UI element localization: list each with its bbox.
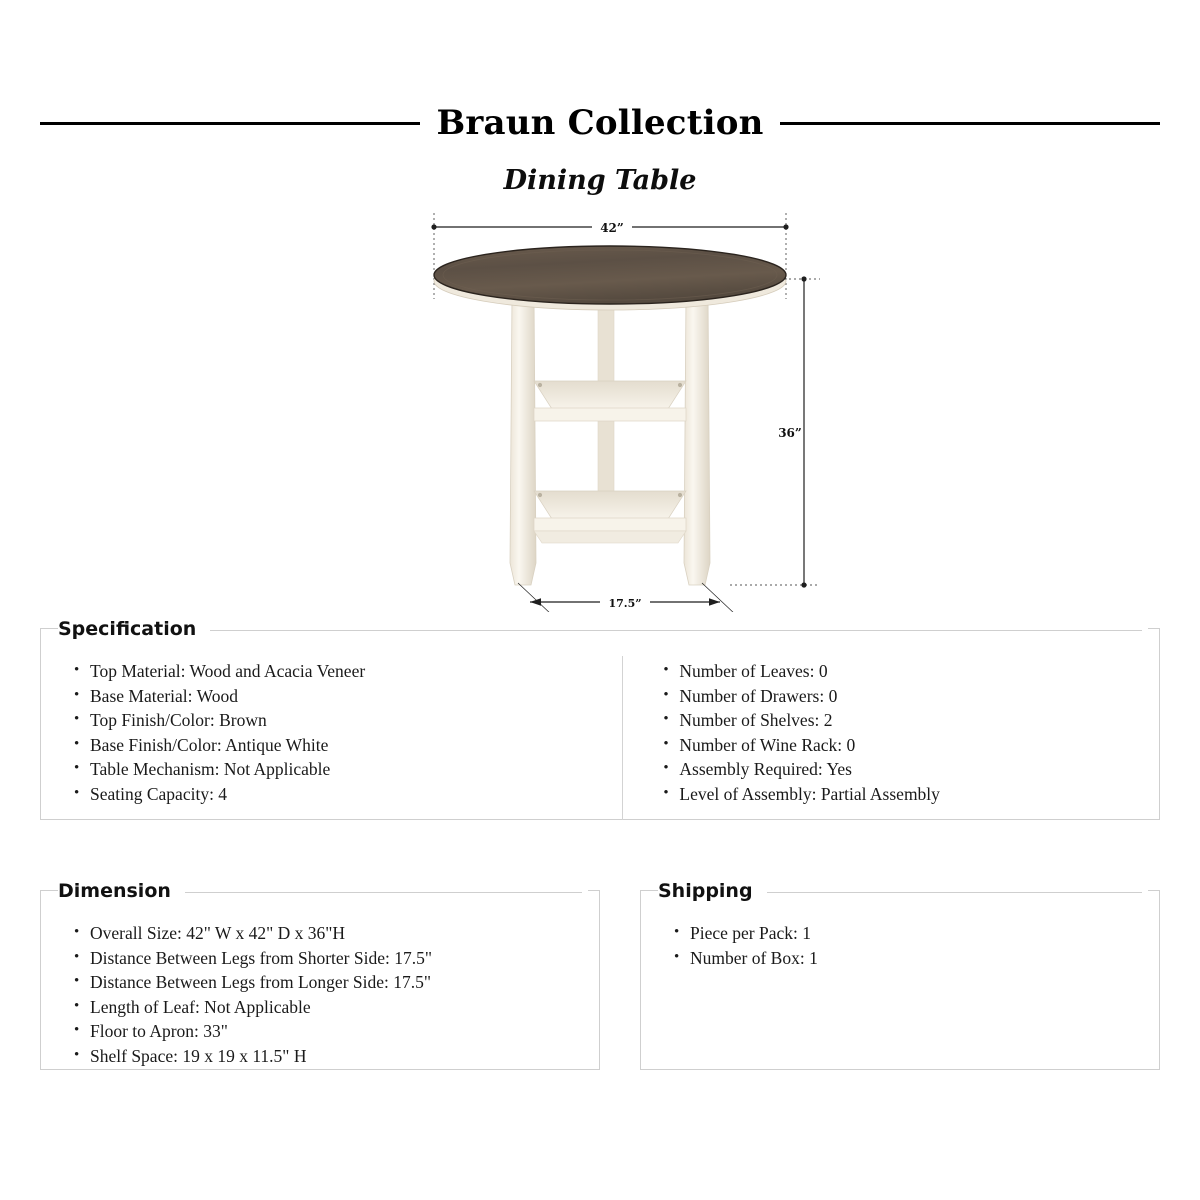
table-base (510, 295, 710, 585)
list-item: • Length of Leaf: Not Applicable (74, 996, 586, 1020)
dimension-column (40, 918, 600, 1070)
shipping-panel-body (640, 918, 1160, 1070)
left-front-leg (510, 295, 536, 585)
list-item: • Top Finish/Color: Brown (74, 709, 608, 733)
list-item: • Floor to Apron: 33" (74, 1020, 586, 1044)
dimension-title: Dimension (58, 880, 185, 902)
specification-panel-body (40, 656, 1160, 820)
list-item: • Assembly Required: Yes (663, 758, 1146, 782)
title-rule-left (40, 122, 420, 125)
list-item: • Base Material: Wood (74, 685, 608, 709)
dimension-panel (40, 874, 600, 1070)
dimension-panel-body (40, 918, 600, 1070)
dimension-panel-head (58, 874, 588, 908)
product-illustration (400, 195, 860, 625)
dimension-height-label: 36” (778, 426, 802, 440)
shipping-panel-head (658, 874, 1148, 908)
list-item: • Overall Size: 42" W x 42" D x 36"H (74, 922, 586, 946)
list-item: • Number of Leaves: 0 (663, 660, 1146, 684)
list-item: • Number of Wine Rack: 0 (663, 734, 1146, 758)
list-item: • Number of Box: 1 (674, 947, 1146, 971)
dimension-height-36 (730, 276, 820, 587)
shipping-list (674, 922, 1146, 970)
shipping-panel (640, 874, 1160, 1070)
specification-left-list (74, 660, 608, 806)
list-item: • Table Mechanism: Not Applicable (74, 758, 608, 782)
dimension-head-rule (185, 892, 582, 893)
list-item: • Base Finish/Color: Antique White (74, 734, 608, 758)
list-item: • Level of Assembly: Partial Assembly (663, 783, 1146, 807)
product-subtitle: Dining Table (503, 165, 697, 196)
shipping-title: Shipping (658, 880, 767, 902)
list-item: • Distance Between Legs from Longer Side: 17.5" (74, 971, 586, 995)
dimension-width-label: 42” (600, 221, 624, 235)
dimension-legspan-label: 17.5” (608, 597, 642, 610)
specification-right-list (663, 660, 1146, 806)
page-title-block (40, 100, 1160, 146)
list-item: • Number of Shelves: 2 (663, 709, 1146, 733)
shipping-head-rule (767, 892, 1142, 893)
list-item: • Shelf Space: 19 x 19 x 11.5" H (74, 1045, 586, 1069)
specification-column-left (40, 656, 622, 820)
list-item: • Seating Capacity: 4 (74, 783, 608, 807)
title-rule-right (780, 122, 1160, 125)
lower-shelf (534, 491, 686, 543)
specification-panel-head (58, 612, 1148, 646)
table-top (434, 246, 786, 310)
specification-panel (40, 612, 1160, 820)
dimension-list (74, 922, 586, 1068)
list-item: • Distance Between Legs from Shorter Side: 17.5" (74, 947, 586, 971)
right-front-leg (684, 295, 710, 585)
list-item: • Top Material: Wood and Acacia Veneer (74, 660, 608, 684)
specification-title: Specification (58, 618, 210, 640)
specification-column-right (622, 656, 1160, 820)
upper-shelf (534, 381, 686, 421)
shipping-column (640, 918, 1160, 1070)
lower-shelf-apron (534, 531, 686, 543)
collection-title: Braun Collection (436, 103, 764, 143)
specification-head-rule (210, 630, 1142, 631)
list-item: • Piece per Pack: 1 (674, 922, 1146, 946)
list-item: • Number of Drawers: 0 (663, 685, 1146, 709)
